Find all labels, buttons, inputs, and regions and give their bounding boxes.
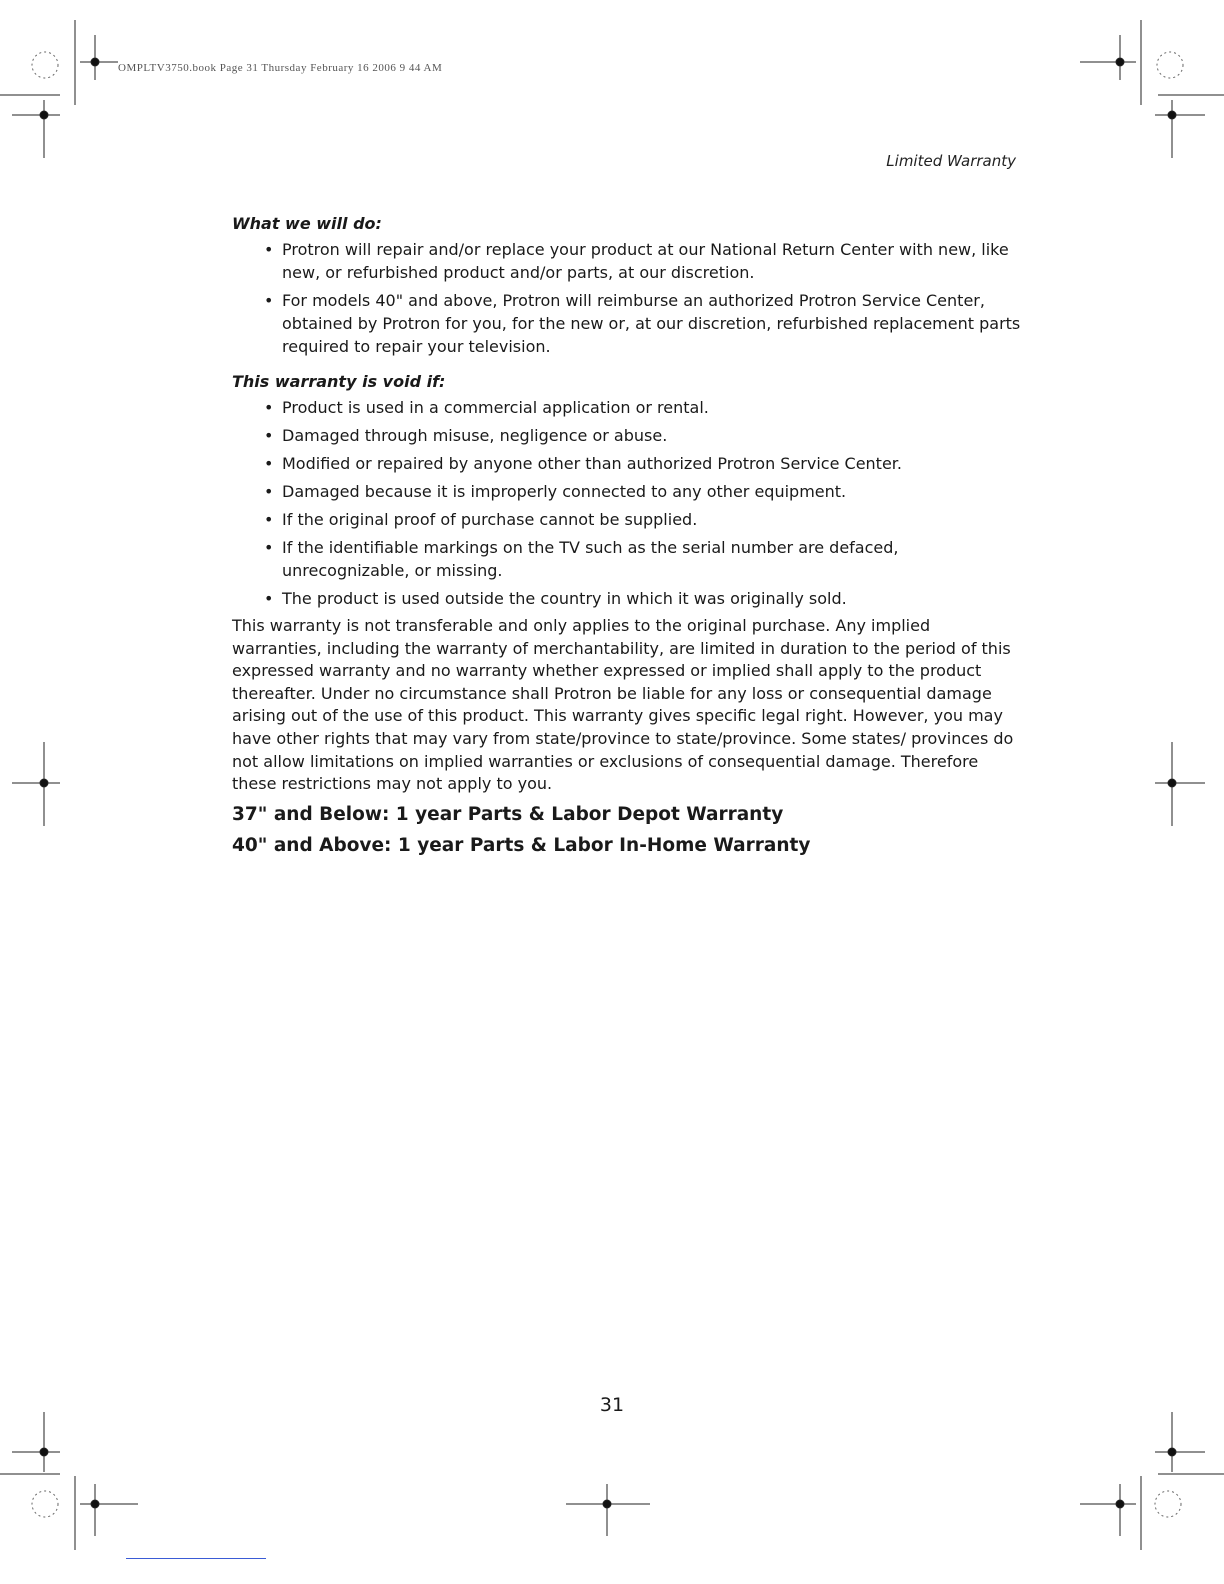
main-content xyxy=(232,214,1022,866)
warranty-terms-paragraph: This warranty is not transferable and only applies to the original purchase. Any implied warranties, including the warranty of merchantability, are limited in duration to the period of this expressed warranty and no warranty whether expressed or implied shall apply to the product thereafter. Under no circumstance shall Protron be liable for any loss or consequential damage arising out of the use of this product. This warranty gives specific legal right. However, you may have other rights that may vary from state/province to state/province. Some states/ provinces do not allow limitations on implied warranties or exclusions of consequential damage. Therefore these restrictions may not apply to you. xyxy=(232,616,1014,794)
list-item: • The product is used outside the country in which it was originally sold. xyxy=(232,587,1022,610)
warranty-line-40-and-above: 40" and Above: 1 year Parts & Labor In-Home Warranty xyxy=(232,834,811,856)
blue-rule xyxy=(126,1558,266,1559)
list-item: • Modified or repaired by anyone other than authorized Protron Service Center. xyxy=(232,452,1022,475)
list-item: • Protron will repair and/or replace your product at our National Return Center with new, like new, or refurbished product and/or parts, at our discretion. xyxy=(232,238,1022,284)
section-title-what-we-will-do: What we will do: xyxy=(232,214,382,233)
warranty-void-list xyxy=(232,396,1022,610)
list-item: • For models 40" and above, Protron will reimburse an authorized Protron Service Center, obtained by Protron for you, for the new or, at our discretion, refurbished replacement parts required to repair your television. xyxy=(232,289,1022,358)
section-title-warranty-void: This warranty is void if: xyxy=(232,372,446,391)
printer-slug-line: OMPLTV3750.book Page 31 Thursday February 16 2006 9 44 AM xyxy=(118,62,443,74)
list-item: • If the original proof of purchase cannot be supplied. xyxy=(232,508,1022,531)
page-number: 31 xyxy=(599,1394,625,1416)
list-item: • Product is used in a commercial application or rental. xyxy=(232,396,1022,419)
list-item: • Damaged because it is improperly connected to any other equipment. xyxy=(232,480,1022,503)
running-head: Limited Warranty xyxy=(886,152,1016,170)
list-item: • If the identifiable markings on the TV such as the serial number are defaced, unrecognizable, or missing. xyxy=(232,536,1022,582)
what-we-will-do-list xyxy=(232,238,1022,358)
list-item: • Damaged through misuse, negligence or abuse. xyxy=(232,424,1022,447)
warranty-line-37-and-below: 37" and Below: 1 year Parts & Labor Depot Warranty xyxy=(232,803,784,825)
